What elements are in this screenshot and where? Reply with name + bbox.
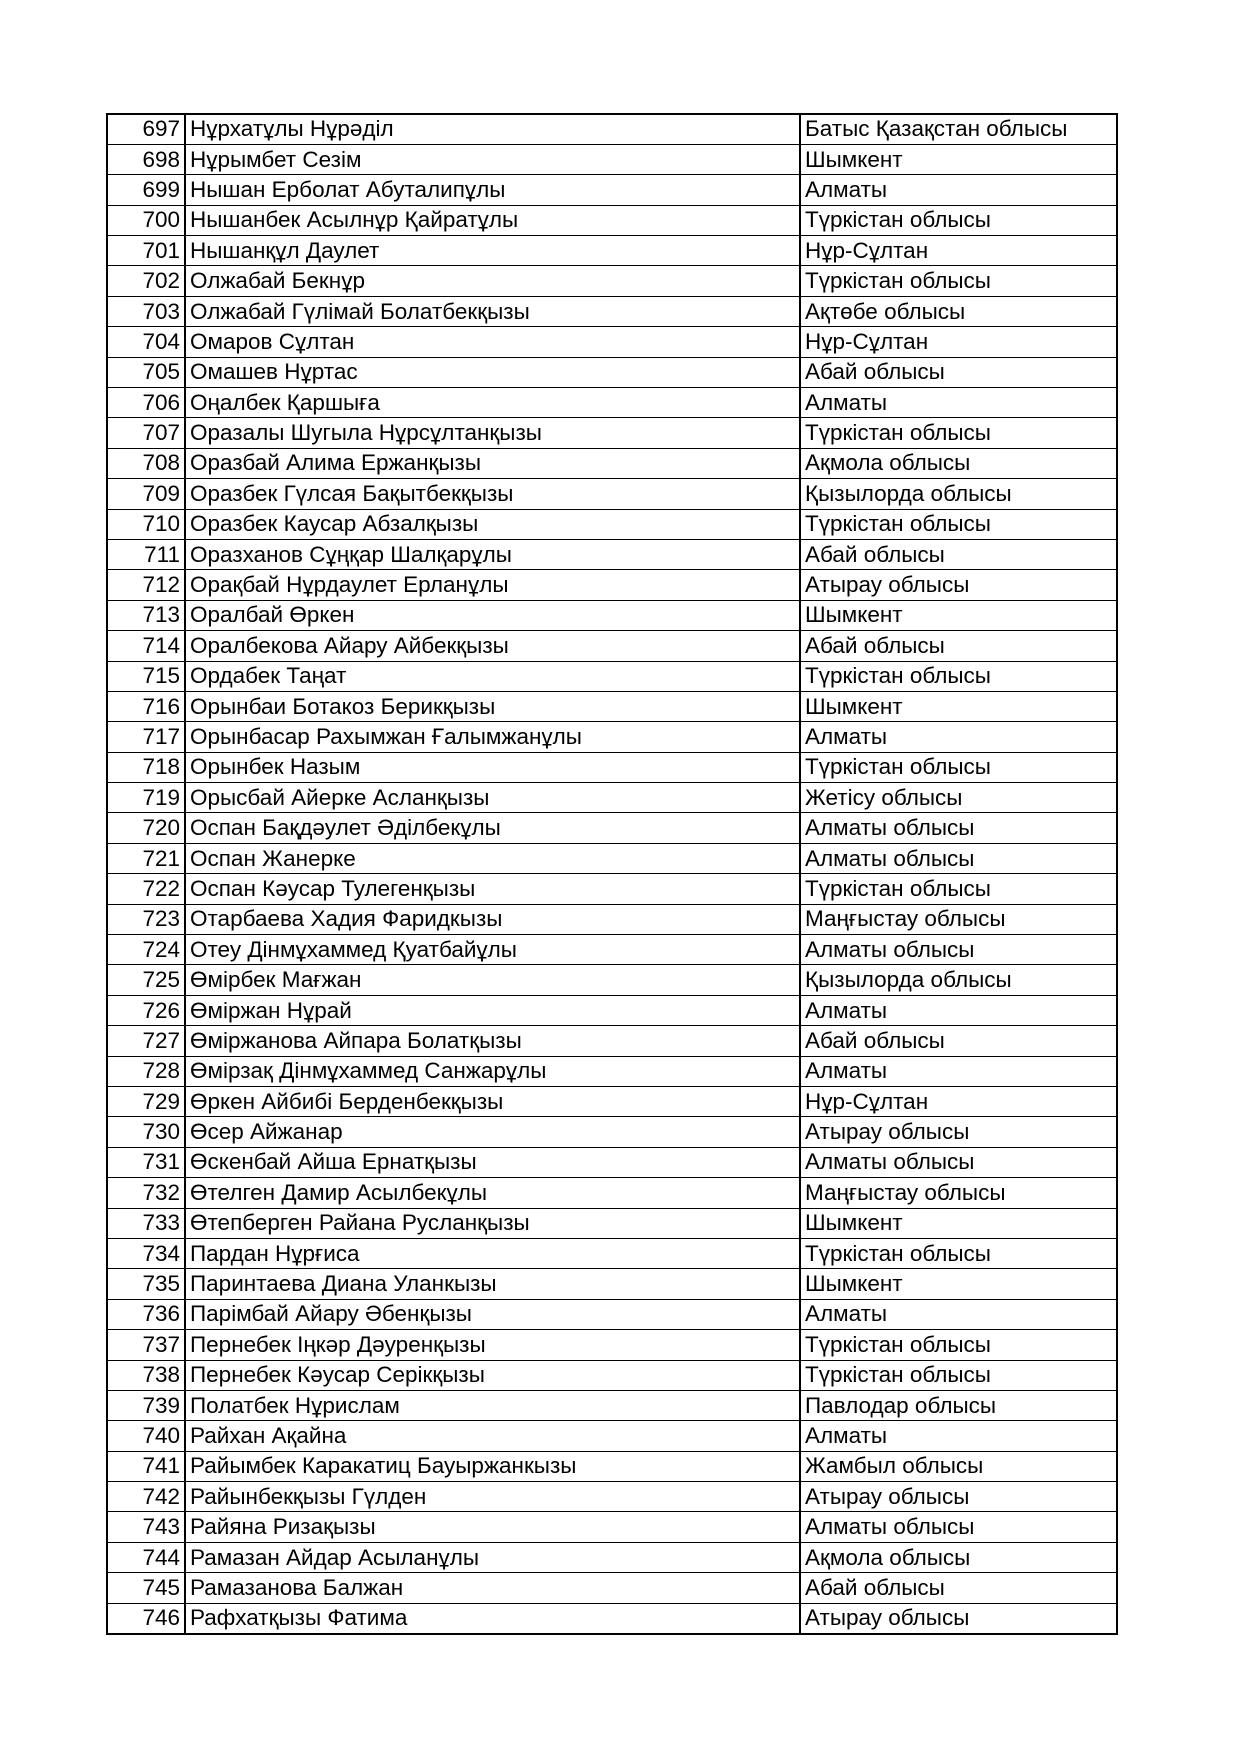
table-row [107, 418, 1117, 448]
row-number-cell: 722 [107, 874, 185, 904]
full-name-cell: Пардан Нұрғиса [185, 1238, 800, 1268]
full-name-cell: Паринтаева Диана Уланкызы [185, 1269, 800, 1299]
full-name-cell: Орақбай Нұрдаулет Ерланұлы [185, 570, 800, 600]
region-cell: Алматы [800, 1056, 1117, 1086]
row-number-cell: 739 [107, 1390, 185, 1420]
region-cell: Батыс Қазақстан облысы [800, 114, 1117, 144]
region-cell: Атырау облысы [800, 1482, 1117, 1512]
full-name-cell: Өміржанова Айпара Болатқызы [185, 1026, 800, 1056]
table-row [107, 691, 1117, 721]
table-row [107, 175, 1117, 205]
region-cell: Түркістан облысы [800, 661, 1117, 691]
full-name-cell: Оралбай Өркен [185, 600, 800, 630]
row-number-cell: 730 [107, 1117, 185, 1147]
region-cell: Шымкент [800, 691, 1117, 721]
table-row [107, 631, 1117, 661]
table-row [107, 327, 1117, 357]
region-cell: Алматы [800, 388, 1117, 418]
table-row [107, 995, 1117, 1025]
table-row [107, 904, 1117, 934]
row-number-cell: 724 [107, 935, 185, 965]
table-row [107, 783, 1117, 813]
row-number-cell: 699 [107, 175, 185, 205]
region-cell: Түркістан облысы [800, 205, 1117, 235]
table-row [107, 752, 1117, 782]
full-name-cell: Омаров Сұлтан [185, 327, 800, 357]
table-row [107, 509, 1117, 539]
full-name-cell: Өтелген Дамир Асылбекұлы [185, 1178, 800, 1208]
row-number-cell: 711 [107, 539, 185, 569]
region-cell: Абай облысы [800, 357, 1117, 387]
row-number-cell: 712 [107, 570, 185, 600]
region-cell: Нұр-Сұлтан [800, 1087, 1117, 1117]
full-name-cell: Нұрымбет Сезім [185, 144, 800, 174]
table-row [107, 479, 1117, 509]
row-number-cell: 745 [107, 1573, 185, 1603]
region-cell: Абай облысы [800, 631, 1117, 661]
table-row [107, 1178, 1117, 1208]
table-row [107, 1299, 1117, 1329]
full-name-cell: Рамазанова Балжан [185, 1573, 800, 1603]
full-name-cell: Олжабай Бекнұр [185, 266, 800, 296]
region-cell: Атырау облысы [800, 1603, 1117, 1633]
full-name-cell: Оспан Кәусар Тулегенқызы [185, 874, 800, 904]
table-row [107, 1330, 1117, 1360]
row-number-cell: 732 [107, 1178, 185, 1208]
full-name-cell: Өмірбек Мағжан [185, 965, 800, 995]
row-number-cell: 716 [107, 691, 185, 721]
row-number-cell: 698 [107, 144, 185, 174]
table-row [107, 1208, 1117, 1238]
full-name-cell: Райынбекқызы Гүлден [185, 1482, 800, 1512]
row-number-cell: 709 [107, 479, 185, 509]
full-name-cell: Өмірзақ Дінмұхаммед Санжарұлы [185, 1056, 800, 1086]
region-cell: Шымкент [800, 1208, 1117, 1238]
region-cell: Павлодар облысы [800, 1390, 1117, 1420]
full-name-cell: Пернебек Іңкәр Дәуренқызы [185, 1330, 800, 1360]
table-row [107, 935, 1117, 965]
row-number-cell: 736 [107, 1299, 185, 1329]
region-cell: Қызылорда облысы [800, 479, 1117, 509]
table-row [107, 114, 1117, 144]
full-name-cell: Оразбек Каусар Абзалқызы [185, 509, 800, 539]
region-cell: Түркістан облысы [800, 1238, 1117, 1268]
row-number-cell: 737 [107, 1330, 185, 1360]
region-cell: Шымкент [800, 600, 1117, 630]
full-name-cell: Отеу Дінмұхаммед Қуатбайұлы [185, 935, 800, 965]
full-name-cell: Оразалы Шугыла Нұрсұлтанқызы [185, 418, 800, 448]
row-number-cell: 731 [107, 1147, 185, 1177]
table-row [107, 843, 1117, 873]
full-name-cell: Полатбек Нұрислам [185, 1390, 800, 1420]
row-number-cell: 734 [107, 1238, 185, 1268]
region-cell: Алматы облысы [800, 813, 1117, 843]
row-number-cell: 714 [107, 631, 185, 661]
row-number-cell: 738 [107, 1360, 185, 1390]
row-number-cell: 733 [107, 1208, 185, 1238]
row-number-cell: 700 [107, 205, 185, 235]
table-row [107, 874, 1117, 904]
table-row [107, 357, 1117, 387]
region-cell: Жетісу облысы [800, 783, 1117, 813]
table-row [107, 1573, 1117, 1603]
region-cell: Түркістан облысы [800, 1360, 1117, 1390]
region-cell: Шымкент [800, 1269, 1117, 1299]
table-row [107, 448, 1117, 478]
full-name-cell: Орынбаи Ботакоз Берикқызы [185, 691, 800, 721]
region-cell: Ақтөбе облысы [800, 296, 1117, 326]
row-number-cell: 728 [107, 1056, 185, 1086]
region-cell: Алматы облысы [800, 935, 1117, 965]
table-row [107, 205, 1117, 235]
full-name-cell: Райяна Ризақызы [185, 1512, 800, 1542]
full-name-cell: Оңалбек Қаршыға [185, 388, 800, 418]
row-number-cell: 706 [107, 388, 185, 418]
table-row [107, 661, 1117, 691]
full-name-cell: Отарбаева Хадия Фаридкызы [185, 904, 800, 934]
table-row [107, 1238, 1117, 1268]
table-row [107, 722, 1117, 752]
full-name-cell: Ордабек Таңат [185, 661, 800, 691]
full-name-cell: Омашев Нұртас [185, 357, 800, 387]
full-name-cell: Орынбасар Рахымжан Ғалымжанұлы [185, 722, 800, 752]
full-name-cell: Оразбай Алима Ержанқызы [185, 448, 800, 478]
full-name-cell: Олжабай Гүлімай Болатбекқызы [185, 296, 800, 326]
row-number-cell: 735 [107, 1269, 185, 1299]
full-name-cell: Оразханов Сұңқар Шалқарұлы [185, 539, 800, 569]
row-number-cell: 705 [107, 357, 185, 387]
full-name-cell: Орысбай Айерке Асланқызы [185, 783, 800, 813]
row-number-cell: 727 [107, 1026, 185, 1056]
participants-table-body [107, 114, 1117, 1634]
full-name-cell: Райымбек Каракатиц Бауыржанкызы [185, 1451, 800, 1481]
table-row [107, 1603, 1117, 1633]
full-name-cell: Өтепберген Райана Русланқызы [185, 1208, 800, 1238]
table-row [107, 1451, 1117, 1481]
region-cell: Түркістан облысы [800, 874, 1117, 904]
region-cell: Шымкент [800, 144, 1117, 174]
row-number-cell: 721 [107, 843, 185, 873]
region-cell: Алматы [800, 1299, 1117, 1329]
full-name-cell: Өскенбай Айша Ернатқызы [185, 1147, 800, 1177]
row-number-cell: 703 [107, 296, 185, 326]
table-row [107, 1512, 1117, 1542]
row-number-cell: 740 [107, 1421, 185, 1451]
row-number-cell: 746 [107, 1603, 185, 1633]
region-cell: Түркістан облысы [800, 418, 1117, 448]
region-cell: Ақмола облысы [800, 1542, 1117, 1572]
table-row [107, 965, 1117, 995]
full-name-cell: Оспан Жанерке [185, 843, 800, 873]
table-row [107, 570, 1117, 600]
full-name-cell: Оспан Бақдәулет Әділбекұлы [185, 813, 800, 843]
table-row [107, 1482, 1117, 1512]
table-row [107, 1087, 1117, 1117]
row-number-cell: 715 [107, 661, 185, 691]
table-row [107, 266, 1117, 296]
row-number-cell: 741 [107, 1451, 185, 1481]
region-cell: Алматы [800, 1421, 1117, 1451]
row-number-cell: 710 [107, 509, 185, 539]
full-name-cell: Оразбек Гүлсая Бақытбекқызы [185, 479, 800, 509]
table-row [107, 600, 1117, 630]
full-name-cell: Өсер Айжанар [185, 1117, 800, 1147]
region-cell: Алматы облысы [800, 1512, 1117, 1542]
full-name-cell: Нұрхатұлы Нұрәділ [185, 114, 800, 144]
region-cell: Алматы [800, 175, 1117, 205]
row-number-cell: 697 [107, 114, 185, 144]
row-number-cell: 717 [107, 722, 185, 752]
table-row [107, 1542, 1117, 1572]
full-name-cell: Нышанбек Асылнұр Қайратұлы [185, 205, 800, 235]
region-cell: Түркістан облысы [800, 266, 1117, 296]
table-row [107, 1269, 1117, 1299]
table-row [107, 813, 1117, 843]
region-cell: Жамбыл облысы [800, 1451, 1117, 1481]
region-cell: Түркістан облысы [800, 1330, 1117, 1360]
region-cell: Маңғыстау облысы [800, 1178, 1117, 1208]
full-name-cell: Өркен Айбибі Берденбекқызы [185, 1087, 800, 1117]
full-name-cell: Парімбай Айару Әбенқызы [185, 1299, 800, 1329]
full-name-cell: Пернебек Кәусар Серікқызы [185, 1360, 800, 1390]
region-cell: Алматы облысы [800, 843, 1117, 873]
row-number-cell: 725 [107, 965, 185, 995]
row-number-cell: 707 [107, 418, 185, 448]
region-cell: Қызылорда облысы [800, 965, 1117, 995]
full-name-cell: Нышан Ерболат Абуталипұлы [185, 175, 800, 205]
region-cell: Маңғыстау облысы [800, 904, 1117, 934]
table-row [107, 236, 1117, 266]
row-number-cell: 704 [107, 327, 185, 357]
row-number-cell: 726 [107, 995, 185, 1025]
region-cell: Ақмола облысы [800, 448, 1117, 478]
full-name-cell: Өміржан Нұрай [185, 995, 800, 1025]
row-number-cell: 729 [107, 1087, 185, 1117]
full-name-cell: Орынбек Назым [185, 752, 800, 782]
full-name-cell: Рафхатқызы Фатима [185, 1603, 800, 1633]
row-number-cell: 708 [107, 448, 185, 478]
region-cell: Алматы [800, 995, 1117, 1025]
region-cell: Абай облысы [800, 1026, 1117, 1056]
region-cell: Алматы [800, 722, 1117, 752]
table-row [107, 1026, 1117, 1056]
region-cell: Абай облысы [800, 539, 1117, 569]
row-number-cell: 723 [107, 904, 185, 934]
full-name-cell: Нышанқұл Даулет [185, 236, 800, 266]
table-row [107, 1147, 1117, 1177]
table-row [107, 1056, 1117, 1086]
region-cell: Абай облысы [800, 1573, 1117, 1603]
region-cell: Түркістан облысы [800, 509, 1117, 539]
row-number-cell: 701 [107, 236, 185, 266]
table-row [107, 1360, 1117, 1390]
region-cell: Атырау облысы [800, 1117, 1117, 1147]
table-row [107, 1117, 1117, 1147]
row-number-cell: 720 [107, 813, 185, 843]
row-number-cell: 702 [107, 266, 185, 296]
row-number-cell: 718 [107, 752, 185, 782]
table-row [107, 1421, 1117, 1451]
row-number-cell: 743 [107, 1512, 185, 1542]
row-number-cell: 713 [107, 600, 185, 630]
region-cell: Нұр-Сұлтан [800, 236, 1117, 266]
table-row [107, 388, 1117, 418]
full-name-cell: Оралбекова Айару Айбекқызы [185, 631, 800, 661]
row-number-cell: 744 [107, 1542, 185, 1572]
region-cell: Түркістан облысы [800, 752, 1117, 782]
table-row [107, 1390, 1117, 1420]
row-number-cell: 719 [107, 783, 185, 813]
full-name-cell: Рамазан Айдар Асыланұлы [185, 1542, 800, 1572]
table-row [107, 144, 1117, 174]
table-row [107, 296, 1117, 326]
full-name-cell: Райхан Ақайна [185, 1421, 800, 1451]
region-cell: Нұр-Сұлтан [800, 327, 1117, 357]
participants-table [106, 113, 1118, 1635]
row-number-cell: 742 [107, 1482, 185, 1512]
region-cell: Алматы облысы [800, 1147, 1117, 1177]
table-row [107, 539, 1117, 569]
region-cell: Атырау облысы [800, 570, 1117, 600]
